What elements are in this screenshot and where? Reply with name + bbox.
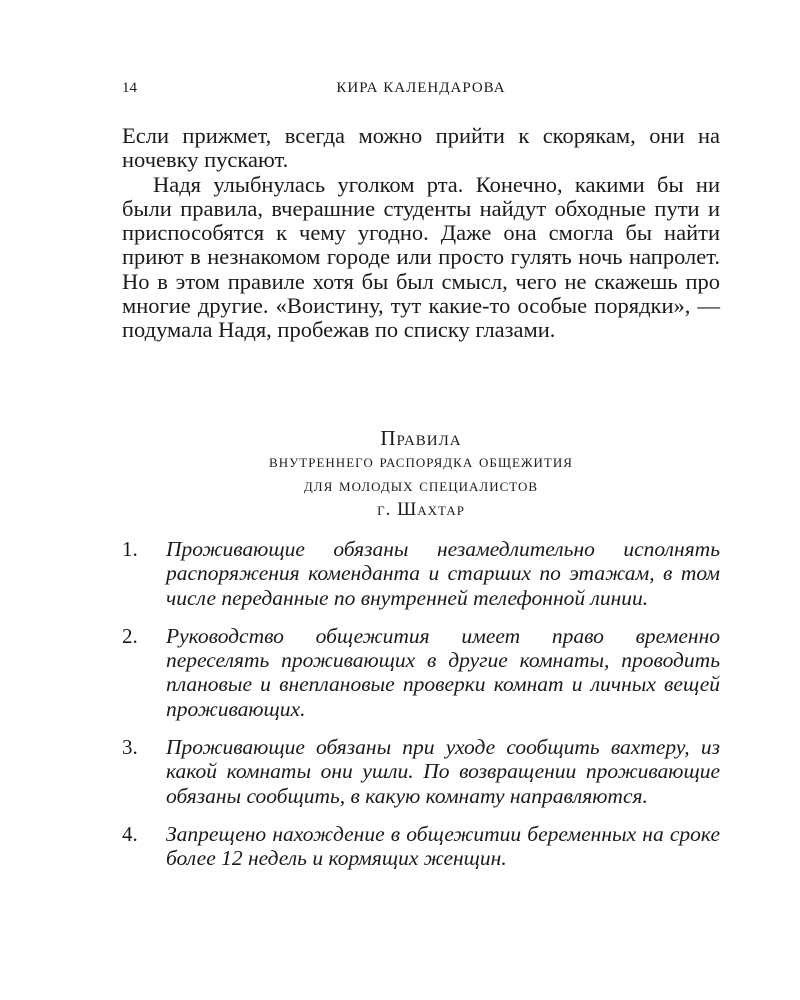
rules-heading [122, 426, 720, 522]
rule-item [122, 537, 720, 610]
rules-title: Правила [380, 426, 462, 450]
paragraph: Если прижмет, всегда можно прийти к скорякам, они на ночевку пускают. [122, 123, 720, 173]
rules-list [122, 537, 720, 885]
rules-subtitle-line: внутреннего распорядка общежития [269, 451, 573, 472]
rule-number: 3. [122, 735, 138, 760]
rule-item [122, 624, 720, 721]
running-title: КИРА КАЛЕНДАРОВА [336, 80, 506, 96]
rule-number: 1. [122, 537, 138, 561]
running-head [122, 80, 720, 100]
rule-text: Запрещено нахождение в общежитии беременных на сроке более 12 недель и кормящих женщин. [166, 821, 720, 871]
rules-subtitle-line: для молодых специалистов [303, 475, 539, 496]
rule-number: 4. [122, 821, 138, 846]
rule-number: 2. [122, 623, 138, 648]
book-page [122, 0, 720, 1000]
rules-city: г. Шахтар [377, 499, 465, 520]
rule-text: Проживающие обязаны при уходе сообщить вахтеру, из какой комнаты они ушли. По возвращении проживающие обязаны сообщить, в какую комнату направляются. [166, 735, 720, 808]
rule-text: Проживающие обязаны незамедлительно исполнять распоряжения коменданта и старших по этажам, в том числе переданные по внутренней телефонной линии. [166, 537, 720, 610]
page-number: 14 [122, 80, 137, 96]
body-text [122, 124, 720, 343]
rule-item [122, 735, 720, 808]
rule-text: Руководство общежития имеет право временно переселять проживающих в другие комнаты, проводить плановые и внеплановые проверки комнат и личных вещей проживающих. [166, 623, 720, 721]
rule-item [122, 822, 720, 871]
paragraph: Надя улыбнулась уголком рта. Конечно, какими бы ни были правила, вчерашние студенты найдут обходные пути и приспособятся к чему угодно. Даже она смогла бы найти приют в незнакомом городе или просто гулять ночь напролет. Но в этом правиле хотя бы был смысл, чего не скажешь про многие другие. «Воистину, тут какие-то особые порядки», — подумала Надя, пробежав по списку глазами. [122, 171, 720, 343]
